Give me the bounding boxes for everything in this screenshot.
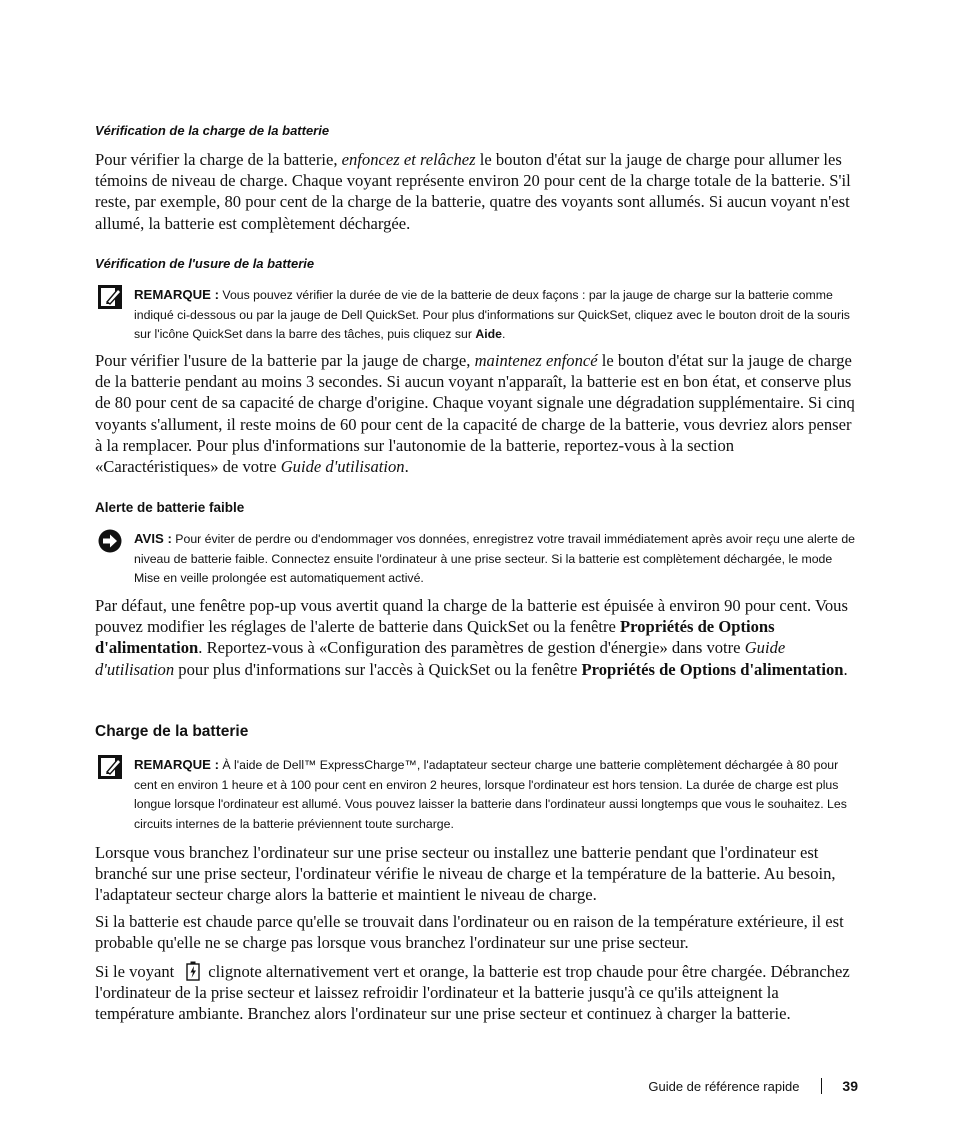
paragraph-charging-3: Si le voyant clignote alternativement vert et orange, la batterie est trop chaude pour être chargée. Débranchez l'ordinateur de la prise secteur et laissez refroidir l'ordinateur et la batterie jusqu'à ce qu'ils atteignent la température ambiante. Branchez alors l'ordinateur sur une prise secteur et continuez à charger la batterie. — [95, 962, 850, 1024]
section-heading-low-battery: Alerte de batterie faible — [95, 500, 245, 515]
battery-status-icon — [186, 961, 200, 981]
note-expresscharge: REMARQUE : À l'aide de Dell™ ExpressCharge™, l'adaptateur secteur charge une batterie complètement déchargée à 80 pour cent en environ 1 heure et à 100 pour cent en environ 2 heures, lorsque l'ordinateur est hors tension. La durée de charge est plus longue lorsque l'ordinateur est allumé. Vous pouvez laisser la batterie dans l'ordinateur aussi longtemps que vous le souhaitez. Les circuits internes de la batterie préviennent toute surcharge. — [95, 755, 857, 834]
page-footer — [648, 1078, 858, 1094]
section-heading-charge-check: Vérification de la charge de la batterie — [95, 123, 330, 138]
pencil-note-icon — [98, 755, 122, 779]
section-heading-charging: Charge de la batterie — [95, 723, 249, 740]
paragraph-charging-2: Si la batterie est chaude parce qu'elle se trouvait dans l'ordinateur ou en raison de la température extérieure, il est probable qu'elle ne se charge pas lorsque vous branchez l'ordinateur sur une prise secteur. — [95, 912, 844, 953]
paragraph-charge-check: Pour vérifier la charge de la batterie, enfoncez et relâchez le bouton d'état sur la jauge de charge pour allumer les témoins de niveau de charge. Chaque voyant représente environ 20 pour cent de la charge totale de la batterie. S'il reste, par exemple, 80 pour cent de la charge de la batterie, quatre des voyants sont allumés. Si aucun voyant n'est allumé, la batterie est complètement déchargée. — [95, 150, 851, 233]
page-number: 39 — [842, 1078, 858, 1094]
footer-guide-title: Guide de référence rapide — [648, 1078, 800, 1094]
pencil-note-icon — [98, 285, 122, 309]
section-heading-wear-check: Vérification de l'usure de la batterie — [95, 256, 315, 271]
paragraph-low-battery: Par défaut, une fenêtre pop-up vous avertit quand la charge de la batterie est épuisée à environ 90 pour cent. Vous pouvez modifier les réglages de l'alerte de batterie dans QuickSet ou la fenêtre Propriétés de Options d'alimentation. Reportez-vous à «Configuration des paramètres de gestion d'énergie» dans votre Guide d'utilisation pour plus d'informations sur l'accès à QuickSet ou la fenêtre Propriétés de Options d'alimentation. — [95, 596, 848, 679]
paragraph-wear-check: Pour vérifier l'usure de la batterie par la jauge de charge, maintenez enfoncé le bouton d'état sur la jauge de charge de la batterie pendant au moins 3 secondes. Si aucun voyant n'apparaît, la batterie est en bon état, et conserve plus de 80 pour cent de sa capacité de charge d'origine. Chaque voyant signale une dégradation supplémentaire. Si cinq voyants s'allument, il reste moins de 60 pour cent de la capacité de charge de la batterie, vous devriez alors penser à la remplacer. Pour plus d'informations sur l'autonomie de la batterie, reportez-vous à la section «Caractéristiques» de votre Guide d'utilisation. — [95, 351, 855, 477]
arrow-notice-icon — [98, 529, 122, 553]
footer-separator — [821, 1078, 822, 1094]
paragraph-charging-1: Lorsque vous branchez l'ordinateur sur une prise secteur ou installez une batterie pendant que l'ordinateur est branché sur une prise secteur, l'ordinateur vérifie le niveau de charge et la température de la batterie. Au besoin, l'adaptateur secteur charge alors la batterie et maintient le niveau de charge. — [95, 843, 836, 905]
note-quickset: REMARQUE : Vous pouvez vérifier la durée de vie de la batterie de deux façons : par la jauge de charge sur la batterie comme indiqué ci-dessous ou par la jauge de Dell QuickSet. Pour plus d'informations sur QuickSet, cliquez avec le bouton droit de la souris sur l'icône QuickSet dans la barre des tâches, puis cliquez sur Aide. — [95, 285, 857, 345]
notice-low-battery: AVIS : Pour éviter de perdre ou d'endommager vos données, enregistrez votre travail immédiatement après avoir reçu une alerte de niveau de batterie faible. Connectez ensuite l'ordinateur à une prise secteur. Si la batterie est complètement déchargée, le mode Mise en veille prolongée est automatiquement activé. — [95, 529, 857, 589]
